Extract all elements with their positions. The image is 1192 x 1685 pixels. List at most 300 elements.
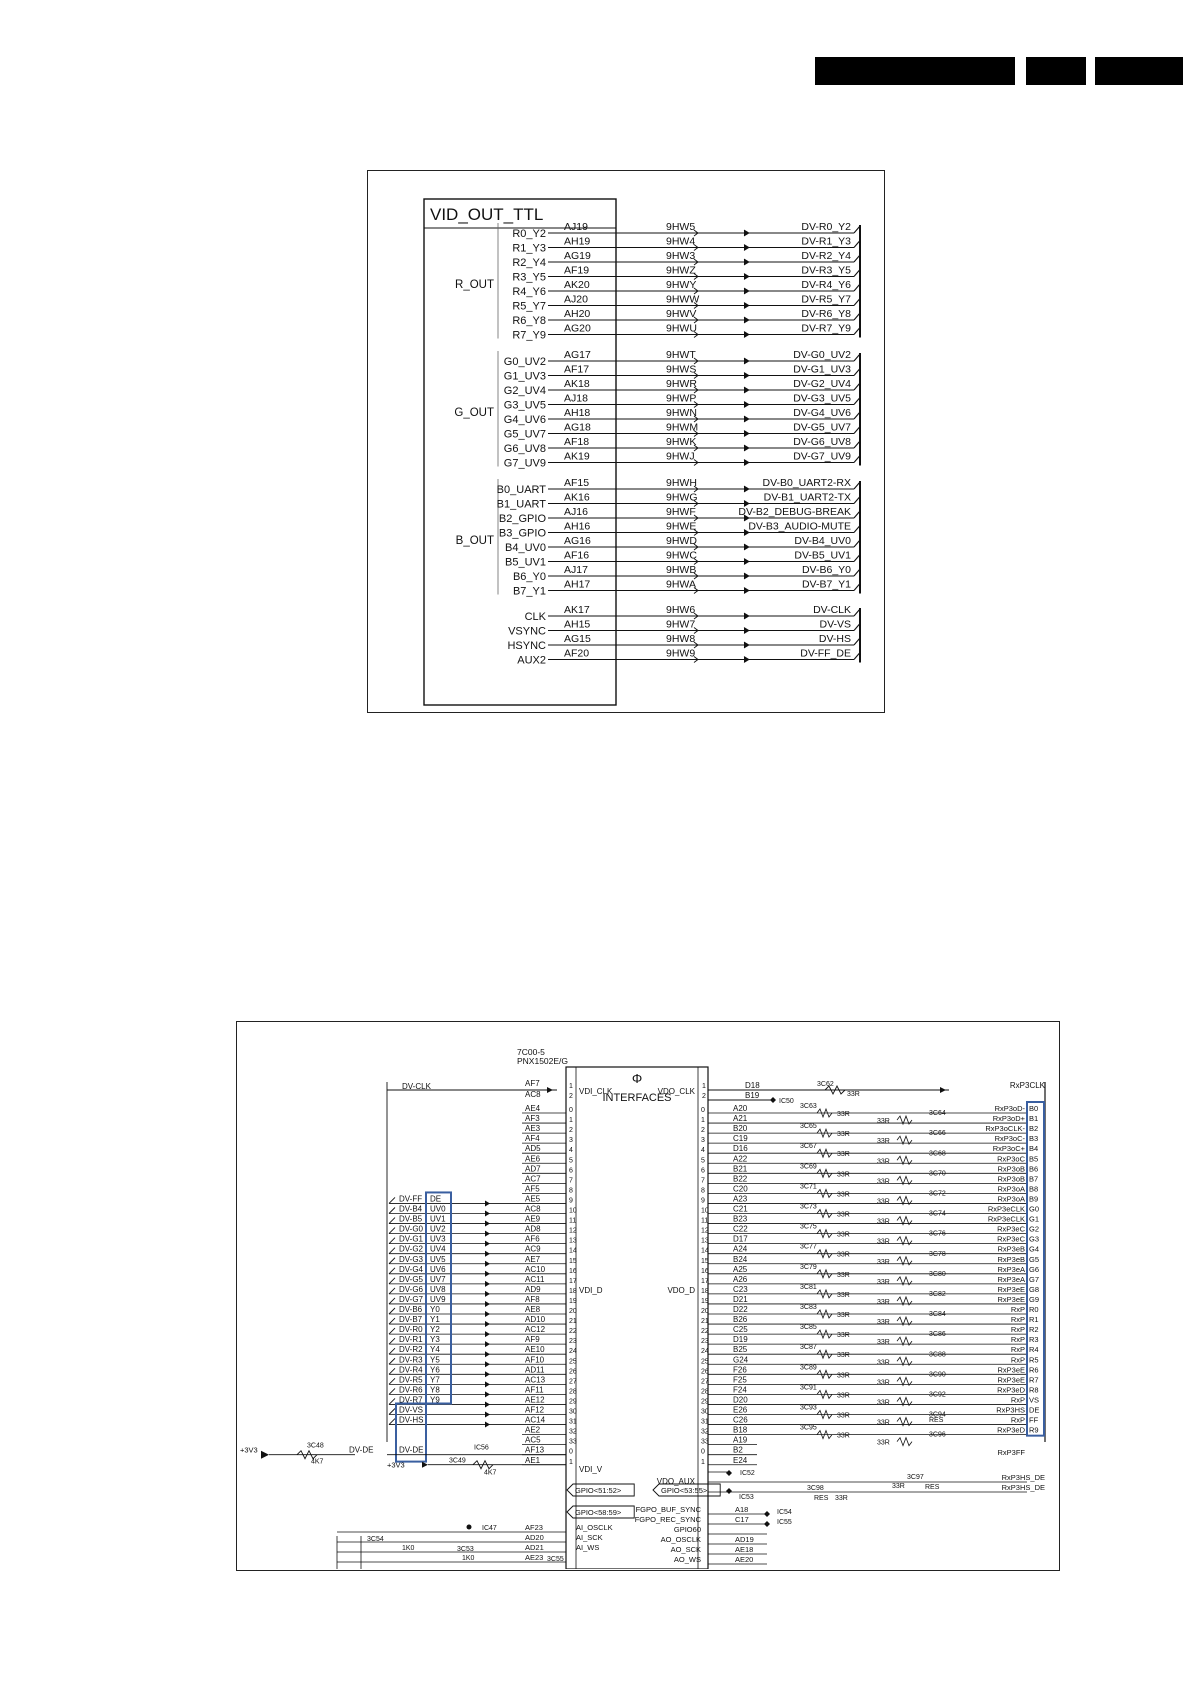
left-ball-ref: AD9 (525, 1284, 541, 1294)
net-label: DV-CLK (813, 604, 851, 616)
jumper-ref: 9HWS (666, 363, 697, 376)
pin-num: 14 (701, 1247, 709, 1255)
flag-tick (389, 1398, 395, 1404)
net-label: DV-R7_Y9 (801, 322, 851, 335)
net-label: DV-B4_UV0 (794, 535, 851, 547)
pin-num: 4 (569, 1147, 573, 1155)
ball-ref: AK20 (564, 279, 590, 291)
pin-num: 11 (569, 1217, 577, 1225)
vdi-clk-label: VDI_CLK (579, 1087, 613, 1096)
res-ref: 3C86 (929, 1331, 946, 1339)
right-net: RxP3eD (997, 1385, 1025, 1395)
group-label-2: B_OUT (455, 534, 494, 547)
right-net-suffix: B8 (1029, 1184, 1039, 1194)
res-ref: 3C62 (817, 1081, 834, 1088)
arrow-icon (744, 402, 749, 408)
right-net: RxP (1010, 1415, 1025, 1425)
left-ball-ref: AE5 (525, 1194, 541, 1204)
flag-tick (389, 1197, 395, 1203)
arrow-icon (744, 259, 749, 265)
pin-num: 20 (569, 1308, 577, 1315)
pin-num: 0 (569, 1107, 573, 1114)
pin-name: AUX2 (517, 654, 546, 667)
ic53-pad (726, 1488, 732, 1494)
net-label: DV-R2_Y4 (801, 250, 851, 262)
right-net: RxP3eB (997, 1244, 1025, 1254)
pin-num: 1 (702, 1083, 706, 1090)
left-net: DV-G0 (399, 1224, 424, 1234)
arrow-icon (485, 1371, 490, 1377)
res-ref: 3C94 (929, 1411, 946, 1419)
right-net-suffix: B7 (1029, 1174, 1039, 1184)
gpio-tag: GPIO<53:55> (661, 1486, 708, 1495)
v3-label-2: +3V3 (387, 1460, 405, 1470)
res-ref: 3C83 (800, 1304, 817, 1311)
flag-tick (389, 1278, 395, 1284)
left-net-suffix: UV2 (430, 1224, 446, 1234)
pin-num: 17 (701, 1277, 709, 1285)
left-net-suffix: Y5 (430, 1355, 440, 1365)
res-value: 33R (837, 1291, 850, 1299)
left-ball-ref: AF9 (525, 1335, 540, 1345)
left-net-suffix: Y1 (430, 1315, 440, 1325)
right-ball-ref: D22 (733, 1305, 748, 1314)
res-ref: 3C85 (800, 1324, 817, 1332)
arrow-icon (485, 1311, 490, 1317)
left-net-suffix: Y3 (430, 1335, 440, 1345)
right-net: RxP3eB (997, 1254, 1025, 1264)
left-net-suffix: UV1 (430, 1214, 446, 1224)
right-net-suffix: R4 (1029, 1345, 1039, 1355)
pin-name: G6_UV8 (503, 443, 546, 455)
pin-num: 13 (701, 1237, 709, 1245)
jumper-ref: 9HWD (666, 535, 697, 547)
res-ref: 3C75 (800, 1223, 817, 1231)
right-net-suffix: G7 (1029, 1274, 1040, 1284)
res-value: 33R (837, 1191, 850, 1199)
ai-signal: AI_WS (576, 1543, 600, 1552)
right-net-suffix: B5 (1029, 1154, 1039, 1164)
res-ref: 3C72 (929, 1190, 946, 1198)
ball-ref: AH20 (564, 308, 591, 320)
res-ref: 3C73 (800, 1203, 817, 1211)
pin-num: 0 (701, 1448, 705, 1456)
net-label: DV-B1_UART2-TX (763, 491, 851, 504)
res-ref: 3C74 (929, 1210, 946, 1218)
flag-tick (389, 1288, 395, 1294)
arrow-icon (744, 416, 749, 422)
arrow-icon (485, 1241, 490, 1247)
ic-label: IC47 (482, 1525, 497, 1532)
net-label: DV-VS (819, 618, 851, 631)
res-note: RES (929, 1417, 944, 1424)
res-note: RES (814, 1495, 829, 1502)
right-net: RxP3eC (997, 1224, 1025, 1234)
res-ref: 3C77 (800, 1243, 817, 1251)
left-ball-ref: AC13 (525, 1375, 546, 1385)
aux-net: RxP3HS_DE (1001, 1473, 1045, 1482)
ic-pad (764, 1511, 770, 1517)
ball-ref: AH18 (564, 407, 591, 419)
pin-num: 6 (569, 1167, 573, 1175)
net-label: DV-G2_UV4 (793, 378, 851, 390)
ao-ball: C17 (735, 1515, 749, 1524)
jumper-ref: 9HWH (666, 477, 697, 489)
pin-num: 32 (701, 1428, 709, 1436)
ball-ref: AJ16 (564, 506, 588, 518)
left-ball-ref: AF12 (525, 1405, 545, 1415)
pin-num: 18 (569, 1287, 577, 1295)
group-label-0: R_OUT (455, 278, 494, 291)
arrow-icon (485, 1251, 490, 1257)
ao-signal: AO_OSCLK (660, 1535, 701, 1544)
pin-num: 26 (569, 1368, 577, 1376)
pin-num: 9 (569, 1197, 573, 1205)
net-label: DV-G4_UV6 (793, 407, 851, 419)
ao-signal: GPIO60 (673, 1525, 701, 1534)
right-ball-ref: A25 (733, 1264, 748, 1274)
pin-num: 33 (569, 1438, 577, 1446)
res-ref: 3C67 (800, 1143, 817, 1151)
pin-num: 2 (702, 1093, 706, 1100)
right-net-suffix: B3 (1029, 1134, 1039, 1144)
pin-num: 22 (701, 1328, 709, 1336)
res-value: 33R (877, 1439, 890, 1447)
res-ref: 3C84 (929, 1311, 946, 1319)
right-net-suffix: R5 (1029, 1355, 1039, 1365)
right-net-suffix: VS (1029, 1395, 1040, 1405)
left-ball-ref: AC11 (525, 1274, 545, 1284)
left-ball-ref: AD7 (525, 1164, 541, 1174)
ai-signal: AI_OSCLK (576, 1523, 613, 1532)
pin-name: VSYNC (508, 625, 546, 638)
ai-ball: AE23 (525, 1553, 544, 1562)
left-net: DV-B7 (399, 1315, 423, 1325)
res-value: 33R (837, 1332, 850, 1340)
res-value: 33R (837, 1251, 850, 1259)
right-net-suffix: R3 (1029, 1335, 1039, 1345)
pin-name: HSYNC (507, 640, 546, 652)
net-label: DV-R3_Y5 (801, 264, 851, 277)
vdo-clk-label: VDO_CLK (657, 1087, 695, 1096)
right-ball-ref: C23 (733, 1284, 748, 1294)
res-ref: 3C80 (929, 1270, 946, 1278)
res-value: 33R (837, 1171, 850, 1179)
right-ball-ref: A20 (733, 1104, 748, 1113)
left-net-suffix: Y2 (430, 1325, 440, 1335)
res-value: 33R (837, 1392, 850, 1400)
arrow-icon (744, 486, 749, 492)
right-net-suffix: R0 (1029, 1305, 1039, 1314)
pin-name: G1_UV3 (503, 370, 546, 383)
right-ball-ref: D16 (733, 1144, 748, 1154)
pin-name: G0_UV2 (503, 356, 546, 368)
ball-ref: AK19 (564, 450, 590, 463)
left-ball-ref: AC8 (525, 1204, 541, 1214)
left-net: DV-G6 (399, 1284, 424, 1294)
left-ball-ref: AF3 (525, 1114, 540, 1124)
ball-ref: AF18 (564, 436, 590, 448)
arrow-icon (744, 288, 749, 294)
right-net: RxP3oD+ (992, 1114, 1025, 1124)
arrow-icon (744, 431, 749, 437)
res-value: 33R (877, 1178, 890, 1186)
ball-ref: AH19 (564, 235, 591, 248)
right-ball-ref: B25 (733, 1345, 748, 1355)
ic50-pad (770, 1097, 776, 1103)
arrow-icon (744, 358, 749, 364)
left-ball-ref: AC14 (525, 1415, 546, 1425)
jumper-ref: 9HWA (666, 578, 696, 591)
net-label: DV-B6_Y0 (801, 564, 851, 576)
left-ball-ref: AF8 (525, 1294, 540, 1304)
arrow-icon (261, 1451, 269, 1459)
pin-num: 11 (701, 1217, 709, 1225)
arrow-icon (485, 1331, 490, 1337)
res-value: 33R (837, 1312, 850, 1319)
res-value: 33R (837, 1372, 850, 1380)
net-label: DV-G1_UV3 (793, 363, 851, 376)
right-net-suffix: R2 (1029, 1325, 1039, 1335)
flag-tick (389, 1358, 395, 1364)
res-ref: 3C91 (800, 1384, 817, 1392)
arrow-icon (485, 1401, 490, 1407)
right-ball-ref: C26 (733, 1415, 748, 1425)
left-net-suffix: UV8 (430, 1284, 446, 1294)
pin-name: G5_UV7 (503, 428, 546, 441)
ball-ref: AH16 (564, 520, 591, 533)
chip-part: PNX1502E/G (517, 1056, 569, 1066)
res-value: 33R (837, 1432, 850, 1440)
right-net: RxP (1010, 1335, 1025, 1345)
junction-dot (467, 1525, 472, 1530)
left-ball-ref: AC12 (525, 1325, 546, 1335)
res-value: 33R (877, 1379, 890, 1387)
flag-tick (389, 1419, 395, 1425)
block-name: INTERFACES (602, 1092, 672, 1104)
pin-num: 19 (701, 1297, 709, 1305)
right-net-suffix: G1 (1029, 1214, 1040, 1224)
right-ball-ref: A24 (733, 1244, 748, 1254)
vid-out-ttl-schematic (368, 171, 883, 711)
right-ball-ref: F25 (733, 1375, 747, 1385)
right-net: RxP (1010, 1395, 1025, 1405)
arrow-icon (485, 1381, 490, 1387)
ff-net: RxP3FF (997, 1448, 1025, 1457)
right-ball-ref: B26 (733, 1315, 748, 1325)
clk-pin: AC8 (525, 1090, 541, 1099)
left-net: DV-B4 (399, 1204, 423, 1214)
right-net: RxP3eE (997, 1375, 1025, 1385)
res-ref: 3C98 (807, 1485, 824, 1492)
res-value: 33R (877, 1218, 890, 1226)
pin-num: 15 (701, 1257, 709, 1265)
pin-num: 23 (701, 1338, 709, 1346)
pin-num: 12 (569, 1227, 577, 1235)
right-ball-ref: G24 (733, 1355, 749, 1365)
right-ball-ref: D19 (733, 1335, 748, 1345)
right-net-suffix: G9 (1029, 1294, 1040, 1304)
pin-num: 24 (701, 1348, 709, 1356)
jumper-ref: 9HW9 (666, 647, 696, 660)
ball-ref: AJ20 (564, 293, 588, 306)
res-ref: 3C88 (929, 1351, 946, 1359)
left-ball-ref: AE3 (525, 1124, 541, 1134)
res-ref: 3C87 (800, 1344, 817, 1352)
left-ball-ref: AE4 (525, 1104, 541, 1113)
net-label: DV-G6_UV8 (793, 436, 851, 448)
arrow-icon (547, 1087, 553, 1093)
right-ball-ref: D20 (733, 1395, 748, 1405)
right-net-suffix: G3 (1029, 1234, 1040, 1244)
right-net-suffix: G4 (1029, 1244, 1040, 1254)
pin-name: B1_UART (496, 498, 546, 511)
right-net: RxP3eA (997, 1264, 1025, 1274)
net-label: DV-R5_Y7 (801, 293, 851, 306)
res-ref: 3C70 (929, 1170, 946, 1178)
ao-signal: FGPO_BUF_SYNC (635, 1505, 701, 1514)
left-ball-ref: AF4 (525, 1134, 540, 1144)
pin-num: 25 (569, 1358, 577, 1366)
arrow-icon (744, 460, 749, 466)
right-net: RxP3oCLK- (985, 1124, 1025, 1134)
jumper-ref: 9HW8 (666, 633, 696, 645)
left-net: DV-R7 (399, 1395, 423, 1405)
right-ball-ref: A22 (733, 1154, 748, 1164)
vdo-aux-label: VDO_AUX (656, 1477, 695, 1486)
left-net-suffix: UV4 (430, 1244, 446, 1254)
pin-num: 3 (569, 1137, 573, 1145)
pin-num: 4 (701, 1147, 705, 1155)
ball-ref: AF17 (564, 363, 590, 376)
arrow-icon (744, 274, 749, 280)
ball-ref: AJ17 (564, 564, 588, 576)
right-ball-ref: B23 (733, 1214, 748, 1224)
right-net-suffix: G6 (1029, 1264, 1040, 1274)
ao-ball: AE18 (735, 1545, 754, 1554)
arrow-icon (485, 1341, 490, 1347)
pin-num: 0 (701, 1107, 705, 1114)
res-value: 33R (835, 1495, 848, 1502)
pin-name: B2_GPIO (498, 513, 546, 525)
res-ref: 3C95 (800, 1424, 817, 1432)
left-net: DV-B6 (399, 1305, 423, 1314)
arrow-icon (744, 373, 749, 379)
header-box-2 (1026, 57, 1086, 85)
right-net: RxP (1010, 1355, 1025, 1365)
left-ball-ref: AE10 (525, 1345, 545, 1355)
res-value: 33R (877, 1158, 890, 1166)
ic-label: IC55 (777, 1519, 792, 1526)
right-ball-ref: C19 (733, 1134, 748, 1144)
left-net: DV-R4 (399, 1365, 423, 1375)
pin-name: R6_Y8 (512, 315, 546, 327)
right-net: RxP (1010, 1345, 1025, 1355)
res-ref: 3C65 (800, 1123, 817, 1131)
vdi-v-label: VDI_V (579, 1465, 603, 1474)
res-value: 33R (877, 1138, 890, 1146)
pin-num: 7 (569, 1177, 573, 1185)
left-net: DV-R3 (399, 1355, 423, 1365)
right-net-suffix: DE (1029, 1405, 1040, 1415)
pin-num: 9 (701, 1197, 705, 1205)
res-ref: 3C93 (800, 1404, 817, 1412)
arrow-icon (744, 559, 749, 565)
right-net-suffix: G8 (1029, 1284, 1040, 1294)
right-net-suffix: R9 (1029, 1425, 1039, 1435)
jumper-ref: 9HWT (666, 349, 696, 361)
res-value: 33R (837, 1151, 850, 1159)
left-ball-ref: AD5 (525, 1144, 541, 1154)
res-value: 33R (877, 1419, 890, 1427)
left-ball-ref: AE7 (525, 1254, 541, 1264)
jumper-ref: 9HW5 (666, 221, 696, 233)
res-value: 33R (877, 1118, 890, 1126)
left-net: DV-R6 (399, 1385, 423, 1395)
jumper-ref: 9HWB (666, 564, 697, 576)
pin-num: 19 (569, 1297, 577, 1305)
pin-num: 25 (701, 1358, 709, 1366)
res-ref: 3C78 (929, 1250, 946, 1258)
pin-name: R2_Y4 (512, 257, 546, 269)
pin-num: 31 (569, 1418, 577, 1426)
net-label: DV-G3_UV5 (793, 392, 851, 405)
pin-num: 27 (569, 1378, 577, 1386)
pin-name: B4_UV0 (505, 542, 546, 554)
ao-ball: AE20 (735, 1555, 754, 1564)
chip-ref: 7C00-5 (517, 1047, 545, 1057)
header-box-1 (815, 57, 1015, 85)
left-net-suffix: Y0 (430, 1305, 440, 1314)
pin-num: 16 (701, 1267, 709, 1275)
right-net-suffix: FF (1029, 1415, 1039, 1425)
jumper-ref: 9HWV (666, 308, 697, 320)
ball-ref: AG20 (564, 322, 591, 335)
right-ball-ref: B21 (733, 1164, 748, 1174)
flag-tick (389, 1338, 395, 1344)
arrow-icon (744, 303, 749, 309)
pin-num: 1 (569, 1458, 573, 1466)
left-net-suffix: Y7 (430, 1375, 440, 1385)
pin-num: 5 (701, 1157, 705, 1165)
net-label: DV-HS (818, 633, 851, 645)
right-net: RxP3oC- (994, 1134, 1025, 1144)
ic56-label: IC56 (474, 1444, 489, 1452)
clk-net: DV-CLK (402, 1082, 431, 1091)
left-net-suffix: UV6 (430, 1264, 446, 1274)
left-net-suffix: DE (430, 1194, 442, 1204)
ball-ref: AF19 (564, 264, 590, 277)
pin-name: R5_Y7 (512, 300, 546, 313)
left-net-suffix: Y6 (430, 1365, 440, 1375)
left-net: DV-G3 (399, 1254, 424, 1264)
left-net-suffix: Y4 (430, 1345, 440, 1355)
arrow-icon (744, 387, 749, 393)
right-net-suffix: B1 (1029, 1114, 1039, 1124)
res-value: 33R (837, 1412, 850, 1420)
aux-net: RxP3HS_DE (1001, 1483, 1045, 1492)
pin-num: 16 (569, 1267, 577, 1275)
res-ref: 3C53 (457, 1546, 474, 1553)
right-net-suffix: G2 (1029, 1224, 1040, 1234)
net-label: DV-B2_DEBUG-BREAK (738, 506, 851, 518)
ao-signal: AO_WS (673, 1555, 701, 1564)
right-ball-ref: D17 (733, 1234, 748, 1244)
left-net: DV-G5 (399, 1274, 424, 1284)
res-value: 1K0 (402, 1545, 415, 1552)
left-net-suffix: UV7 (430, 1274, 446, 1284)
res-value: 1K0 (462, 1555, 475, 1562)
